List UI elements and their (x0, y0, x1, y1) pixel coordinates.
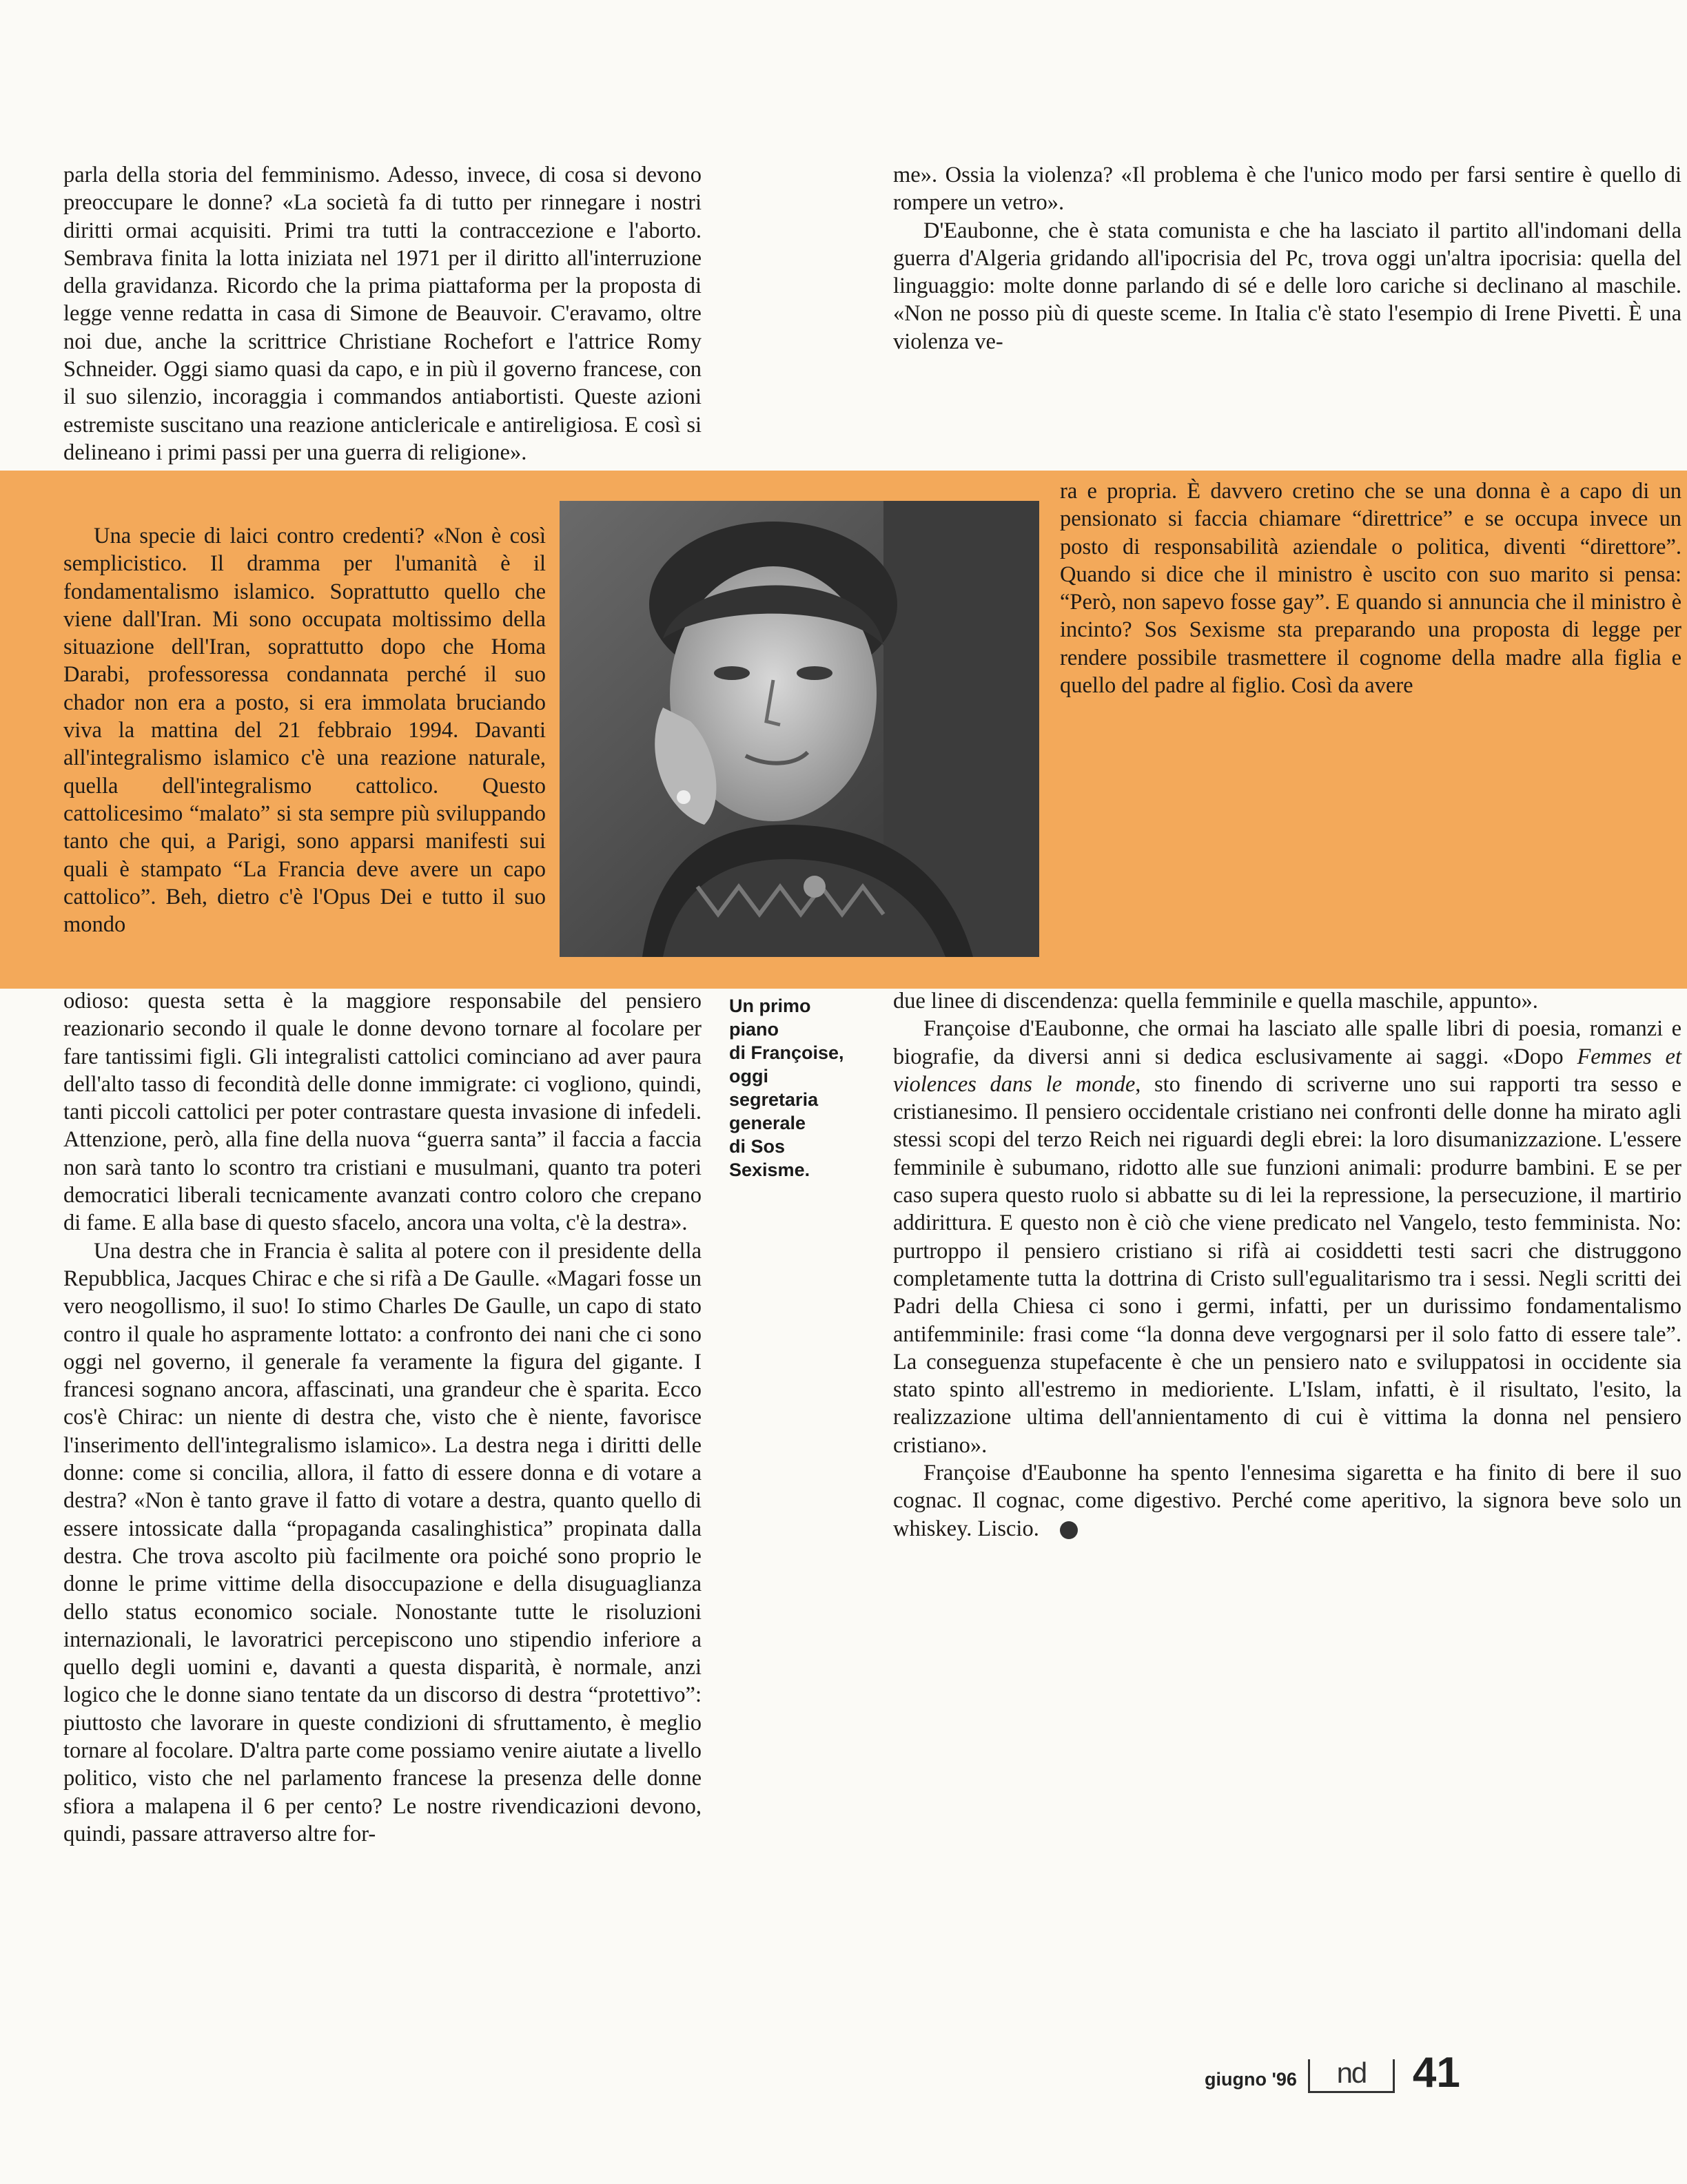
caption-line: piano (729, 1019, 779, 1040)
right-column-bottom (893, 987, 1681, 1543)
caption-line: segretaria (729, 1089, 819, 1110)
caption-line: Sexisme. (729, 1160, 810, 1180)
issue-date: giugno '96 (1205, 2069, 1297, 2090)
portrait-photo (560, 501, 1039, 957)
paragraph: Una specie di laici contro credenti? «Non è così semplicistico. Il dramma per l'umanità è il fondamentalismo islamico. Soprattutto quello che viene dall'Iran. Mi sono occupata moltissimo della situazione dell'Iran, soprattutto dopo che Homa Darabi, professoressa condannata perché il suo chador non era a posto, si era immolata bruciando viva la mattina del 21 febbraio 1994. Davanti all'integralismo islamico c'è una reazione naturale, quella dell'integralismo cattolico. Questo cattolicesimo “malato” si sta sempre più sviluppando tanto che qui, a Parigi, sono apparsi manifesti sui quali è stampato “La Francia deve avere un capo cattolico”. Beh, dietro c'è l'Opus Dei e tutto il suo mondo (63, 524, 546, 938)
caption-line: Un primo (729, 996, 811, 1016)
text-run: Françoise d'Eaubonne ha spento l'ennesima sigaretta e ha finito di bere il suo cognac. Il cognac, come digestivo. Perché come aperitivo, la signora beve solo un whiskey. Liscio. (893, 1461, 1681, 1541)
paragraph: me». Ossia la violenza? «Il problema è che l'unico modo per farsi sentire è quello di rompere un vetro». (893, 163, 1681, 216)
page-footer (1205, 2049, 1460, 2097)
caption-line: di Sos (729, 1136, 786, 1157)
caption-line: generale (729, 1113, 806, 1133)
caption-line: oggi (729, 1066, 768, 1086)
caption-line: di Françoise, (729, 1042, 844, 1063)
text-run: Françoise d'Eaubonne, che ormai ha lasciato alle spalle libri di poesia, romanzi e biografie, da diversi anni si dedica esclusivamente ai saggi. «Dopo (893, 1016, 1681, 1069)
photo-caption (729, 994, 867, 1182)
left-column-bottom (63, 987, 702, 1848)
paragraph: odioso: questa setta è la maggiore responsabile del pensiero reazionario secondo il quale le donne devono tornare al focolare per fare tantissimi figli. Gli integralisti cattolici cominciano ad aver paura dell'alto tasso di fecondità delle donne immigrate: ci vogliono, quindi, tanti piccoli cattolici per poter contrastare questa invasione di infedeli. Attenzione, però, alla fine della nuova “guerra santa” il faccia a faccia non sarà tanto lo scontro tra cristiani e musulmani, quanto tra poteri democratici liberali tecnicamente avanzati contro coloro che crepano di fame. E alla base di questo sfacelo, ancora una volta, c'è la destra». (63, 989, 702, 1236)
end-mark-icon (1060, 1521, 1078, 1539)
book-title: Femmes et violences dans le monde (893, 1044, 1682, 1097)
paragraph: D'Eaubonne, che è stata comunista e che ha lasciato il partito all'indomani della guerra d'Algeria gridando all'ipocrisia del Pc, trova oggi un'altra ipocrisia: quella del linguaggio: molte donne parlando di sé e delle loro cariche si declinano al maschile. «Non ne posso più di queste sceme. In Italia c'è stato l'esempio di Irene Pivetti. È una violenza ve- (893, 218, 1681, 354)
paragraph: parla della storia del femminismo. Adesso, invece, di cosa si devono preoccupare le donne? «La società fa di tutto per rinnegare i nostri diritti ormai acquisiti. Primi tra tutti la contraccezione e l'aborto. Sembrava finita la lotta iniziata nel 1971 per il diritto all'interruzione della gravidanza. Ricordo che la prima piattaforma per la proposta di legge venne redatta in casa di Simone de Beauvoir. C'eravamo, oltre noi due, anche la scrittrice Christiane Rochefort e l'attrice Romy Schneider. Oggi siamo quasi da capo, e in più il governo francese, con il suo silenzio, incoraggia i commandos antiabortisti. Queste azioni estremiste suscitano una reazione anticlericale e antireligiosa. E così si delineano i primi passi per una guerra di religione». (63, 163, 702, 465)
paragraph (893, 1015, 1681, 1459)
paragraph (893, 1459, 1681, 1543)
paragraph: ra e propria. È davvero cretino che se una donna è a capo di un pensionato si faccia chiamare “direttrice” e se occupa invece un posto di responsabilità aziendale o politica, diventi “direttore”. Quando si dice che il ministro è uscito con suo marito si pensa: “Però, non sapevo fosse gay”. E quando si annuncia che il ministro è incinto? Sos Sexisme sta preparando una proposta di legge per rendere possibile trasmettere il cognome della madre alla figlia e quello del padre al figlio. Così da avere (1060, 479, 1681, 699)
magazine-logo: nd (1308, 2059, 1395, 2093)
paragraph: Una destra che in Francia è salita al potere con il presidente della Repubblica, Jacques Chirac e che si rifà a De Gaulle. «Magari fosse un vero neogollismo, il suo! Io stimo Charles De Gaulle, un capo di stato contro il quale ho aspramente lottato: a confronto dei nani che ci sono oggi nel governo, il generale fa veramente la figura del gigante. I francesi sognano ancora, affascinati, una grandeur che è sparita. Ecco cos'è Chirac: un niente di destra che, visto che è niente, favorisce l'inserimento dell'integralismo islamico». La destra nega i diritti delle donne: come si concilia, allora, il fatto di essere donna e di votare a destra? «Non è tanto grave il fatto di votare a destra, quanto quello di essere intossicate dalla “propaganda casalinghistica” propinata dalla destra. Che trova ascolto più facilmente ora poiché sono proprio le donne le prime vittime della disoccupazione e della disuguaglianza dello status economico sociale. Nonostante tutte le risoluzioni internazionali, le lavoratrici percepiscono uno stipendio inferiore a quello degli uomini e, davanti a questa disparità, è normale, anzi logico che le donne siano tentate da un discorso di destra “protettivo”: piuttosto che lavorare in queste condizioni di sfruttamento, è meglio tornare al focolare. D'altra parte come possiamo venire aiutate a livello politico, visto che nel parlamento francese la presenza delle donne sfiora a malapena il 6 per cento? Le nostre rivendicazioni devono, quindi, passare attraverso altre for- (63, 1238, 702, 1846)
text-run: , sto finendo di scriverne uno sui rapporti tra sesso e cristianesimo. Il pensiero occidentale cristiano nei confronti delle donne ha mirato agli stessi scopi del terzo Reich nei riguardi degli ebrei: la loro disumanizzazione. L'essere femminile è subumano, ridotto alle sue funzioni animali: produrre bambini. E se per caso supera questo ruolo si abbatte su di lei la repressione, la persecuzione, il martirio addirittura. E questo non è ciò che viene predicato nel Vangelo, testo femminista. No: purtroppo il pensiero cristiano si rifà ai cosiddetti testi sacri che distruggono completamente tutta la dottrina di Cristo sull'egualitarismo tra i sessi. Negli scritti dei Padri della Chiesa ci sono i germi, infatti, per un durissimo fondamentalismo antifemminile: frasi come “la donna deve vergognarsi per il solo fatto di essere tale”. La conseguenza stupefacente è che un pensiero nato e sviluppatosi in occidente sia stato spinto all'estremo in medioriente. L'Islam, infatti, è il risultato, l'esito, la realizzazione ultima dell'annientamento di cui è vittima la donna nel pensiero cristiano». (893, 1071, 1682, 1458)
paragraph: due linee di discendenza: quella femminile e quella maschile, appunto». (893, 989, 1538, 1013)
right-column-top (893, 161, 1681, 356)
left-column-top (63, 161, 702, 466)
left-column-wrap (63, 522, 546, 938)
page-number: 41 (1412, 2049, 1460, 2097)
right-column-wrap (1060, 477, 1681, 699)
